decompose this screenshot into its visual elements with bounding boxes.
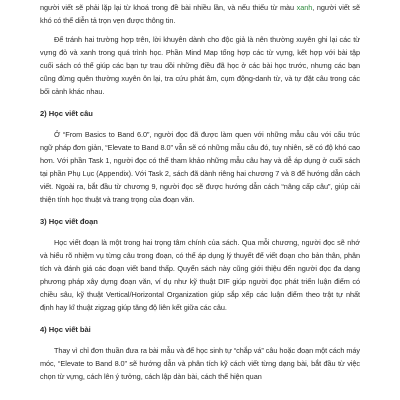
paragraph-paragraph-writing: Học viết đoạn là một trong hai trọng tâm chính của sách. Qua mỗi chương, người đọc sẽ nhớ và hiểu rõ nhiệm vụ từng câu trong đoạn, có thể áp dụng lý thuyết để viết đoạn cho bản thân, phân tích và đánh giá các đoạn viết band thấp. Quyển sách này cũng giới thiệu đến người đọc đa dạng phương pháp xây dựng đoạn văn, ví dụ như kỹ thuật DIF giúp người đọc phát triển luận điểm có chiều sâu, kỹ thuật Vertical/Horizontal Organization giúp sắp xếp các luận điểm theo trật tự nhất định hay kĩ thuật zigzag giúp tăng độ liên kết giữa các câu. — [40, 238, 360, 312]
paragraph-vocabulary-advice: Để tránh hai trường hợp trên, lời khuyên dành cho độc giả là nên thường xuyên ghi lại các từ vựng đỏ và xanh trong quá trình học. Phần Mind Map tổng hợp các từ vựng, kết hợp với bài tập cuối sách có thể giúp các bạn tự trau dồi những điều đã học ở các bài học trước, nhưng các bạn cũng đừng quên thường xuyên ôn lại, tra cứu phát âm, cụm động-danh từ, và tự đặt câu trong các bối cảnh khác nhau. — [40, 35, 360, 96]
intro-text-2: người viết sẽ phải lặp lại từ khoá trong đề bài nhiều lần, và nếu thiếu từ màu — [40, 3, 295, 12]
heading-sentence-writing: 2) Học viết câu — [40, 109, 93, 118]
heading-essay-writing: 4) Học viết bài — [40, 325, 91, 334]
paragraph-essay-writing: Thay vì chỉ đơn thuần đưa ra bài mẫu và để học sinh tự “chắp vá” câu hoặc đoạn một cách máy móc, “Elevate to Band 8.0” sẽ hướng dẫn và phân tích kỹ cách viết từng dạng bài, bắt đầu từ việc chọn từ vựng, cách lên ý tưởng, cách lập dàn bài, cách thể hiện quan — [40, 346, 360, 381]
intro-text-3: , người viết sẽ khó có thể diễn tả trọn vẹn được thông tin. — [40, 3, 360, 25]
intro-paragraph — [40, 0, 360, 27]
heading-paragraph-writing: 3) Học viết đoạn — [40, 217, 98, 226]
paragraph-sentence-writing: Ở “From Basics to Band 6.0”, người đọc đã được làm quen với những mẫu câu với cấu trúc ngữ pháp đơn giản, “Elevate to Band 8.0” vẫn sẽ có những mẫu câu đó, tuy nhiên, sẽ có độ khó cao hơn. Với phần Task 1, người đọc có thể tham khảo những mẫu câu hay và dễ áp dụng ở cuối sách tại phần Phụ Lục (Appendix). Với Task 2, sách đã dành riêng hai chương 7 và 8 để hướng dẫn cách viết. Ngoài ra, bắt đầu từ chương 9, người đọc sẽ được hướng dẫn cách “nâng cấp câu”, giúp cải thiện tính học thuật và trang trọng của đoạn văn. — [40, 130, 360, 204]
green-word: xanh — [296, 3, 313, 12]
